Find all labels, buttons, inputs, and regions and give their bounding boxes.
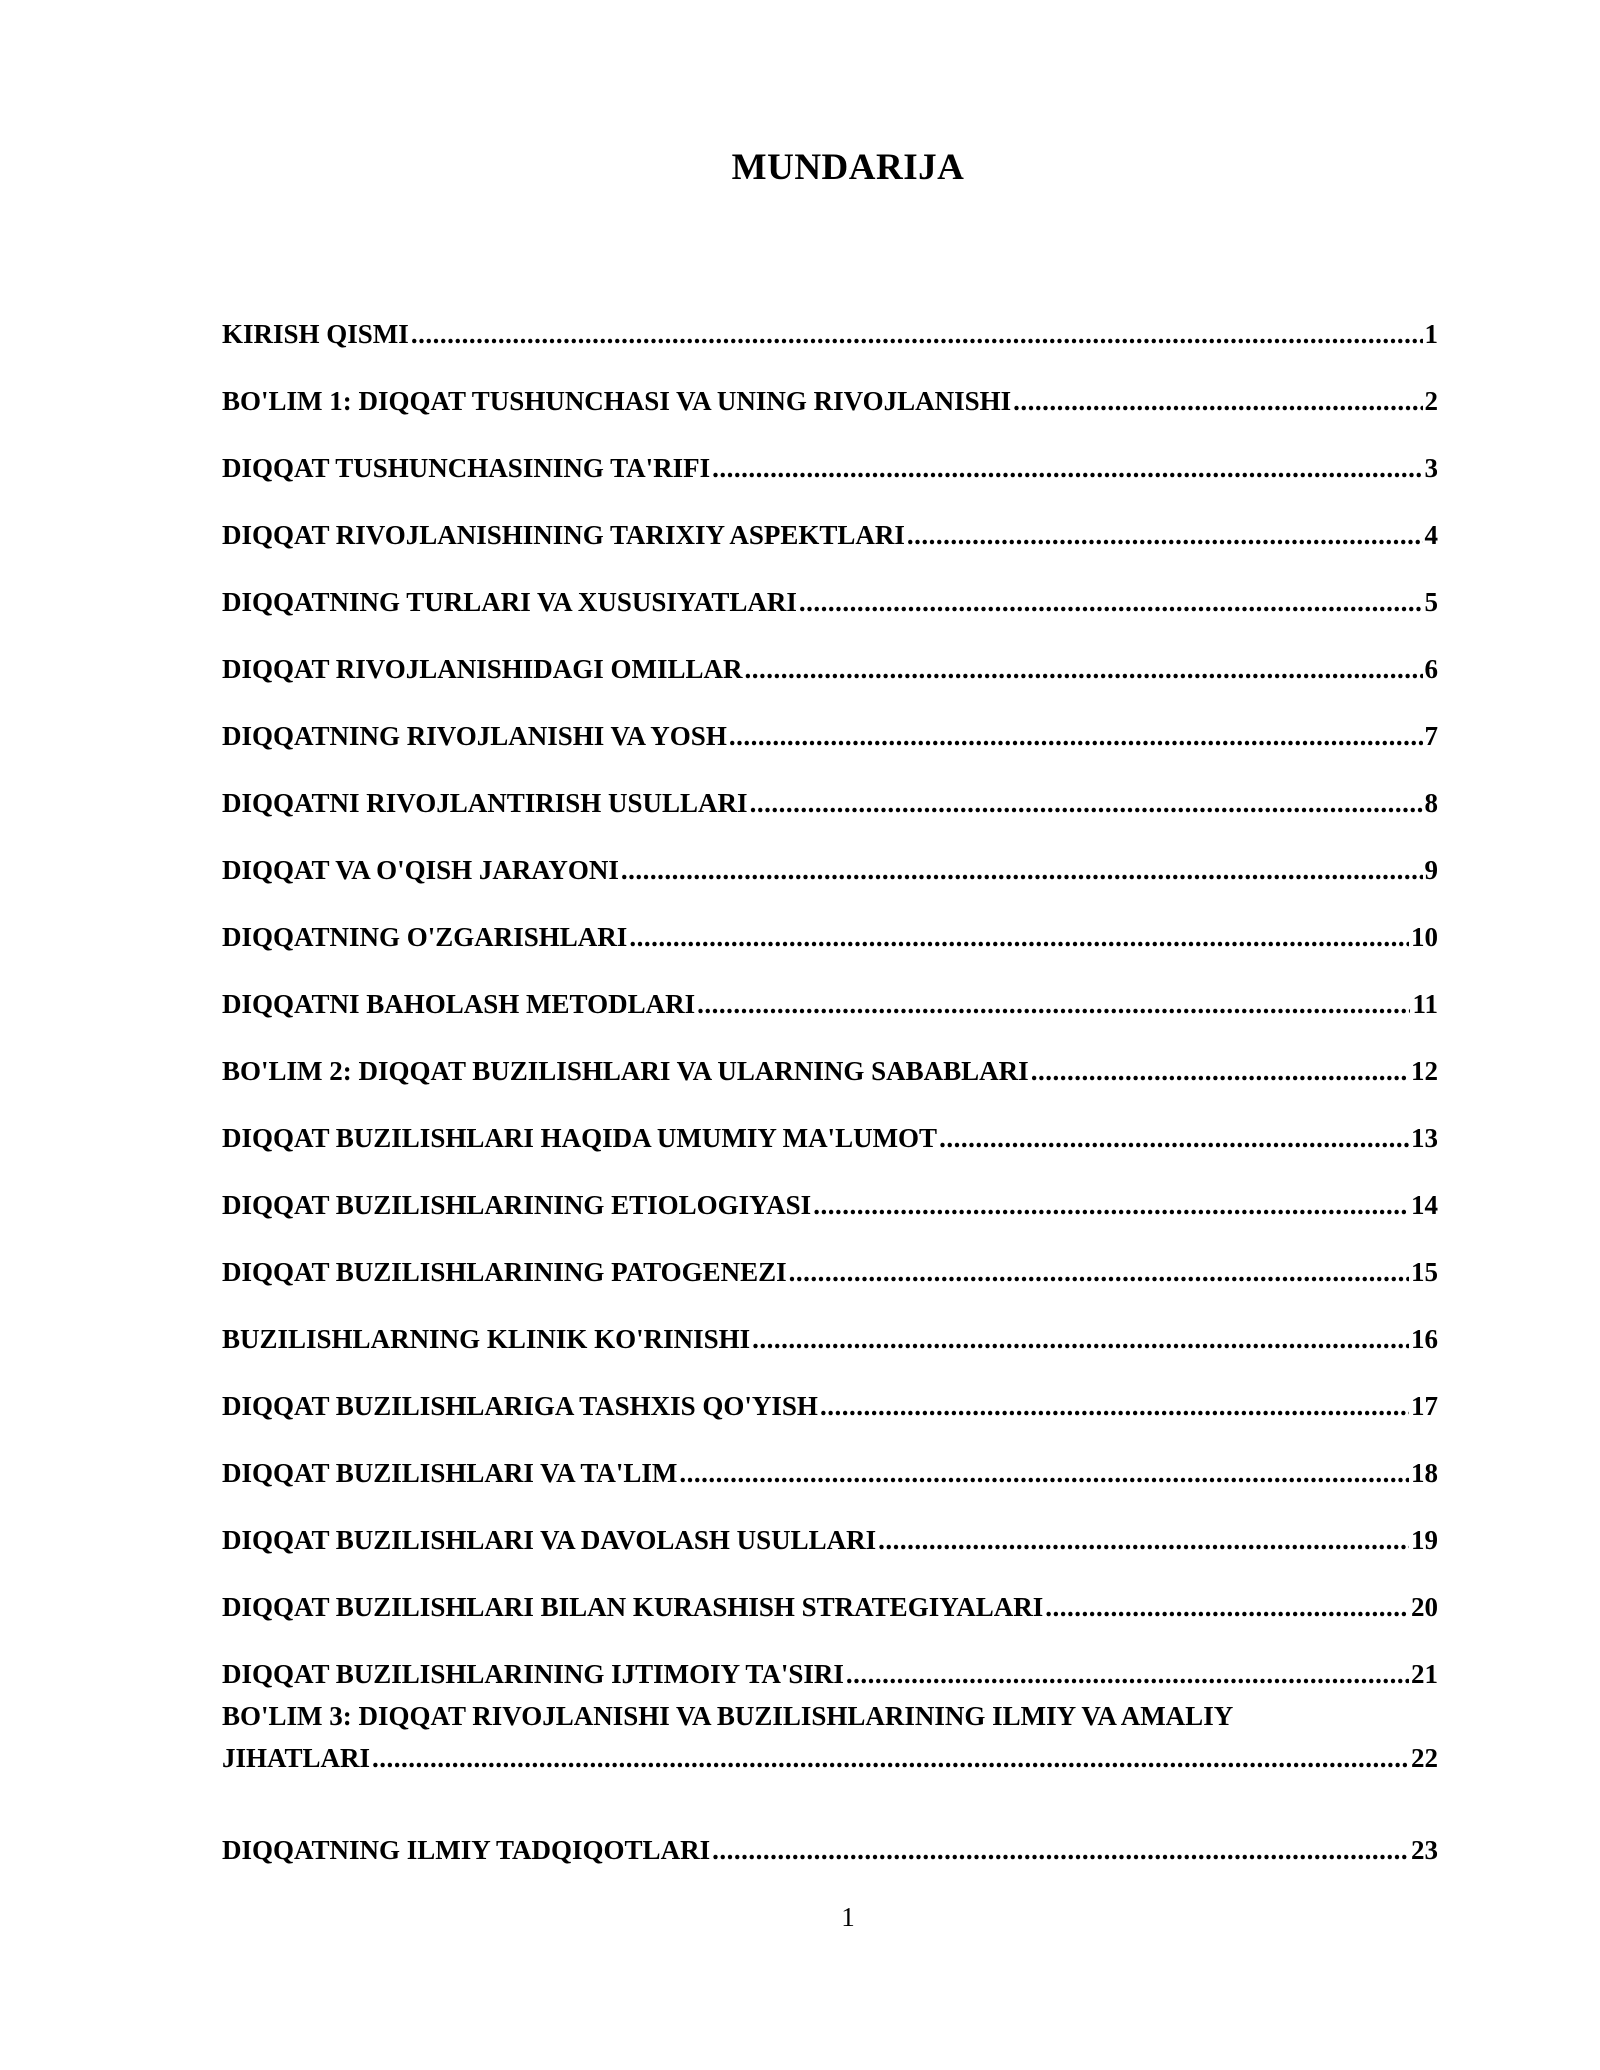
toc-entry[interactable] bbox=[222, 1226, 1438, 1293]
toc-entry[interactable] bbox=[222, 1494, 1438, 1561]
toc-entry-page: 22 bbox=[1411, 1743, 1438, 1773]
toc-entry-page: 5 bbox=[1424, 587, 1438, 617]
toc-entry[interactable] bbox=[222, 757, 1438, 824]
toc-dot-leader bbox=[712, 1829, 1409, 1871]
toc-entry-title: DIQQAT TUSHUNCHASINING TA'RIFI bbox=[222, 453, 711, 483]
toc-entry-title: DIQQAT VA O'QISH JARAYONI bbox=[222, 855, 619, 885]
toc-entry-title: BO'LIM 2: DIQQAT BUZILISHLARI VA ULARNING SABABLARI bbox=[222, 1056, 1029, 1086]
toc-entry-page: 17 bbox=[1411, 1391, 1438, 1421]
toc-entry-page: 19 bbox=[1411, 1525, 1438, 1555]
toc-entry-page: 7 bbox=[1424, 721, 1438, 751]
toc-entry-title: DIQQATNI RIVOJLANTIRISH USULLARI bbox=[222, 788, 748, 818]
toc-entry[interactable] bbox=[222, 958, 1438, 1025]
toc-dot-leader bbox=[729, 715, 1423, 757]
toc-entry-page: 10 bbox=[1411, 922, 1438, 952]
toc-entry[interactable] bbox=[222, 1360, 1438, 1427]
toc-dot-leader bbox=[878, 1519, 1409, 1561]
toc-dot-leader bbox=[697, 983, 1410, 1025]
toc-entry[interactable] bbox=[222, 1561, 1438, 1628]
toc-entry-title: DIQQATNING TURLARI VA XUSUSIYATLARI bbox=[222, 587, 797, 617]
toc-entry-page: 16 bbox=[1411, 1324, 1438, 1354]
toc-dot-leader bbox=[907, 514, 1423, 556]
toc-entry-title: DIQQAT RIVOJLANISHIDAGI OMILLAR bbox=[222, 654, 743, 684]
toc-entry-page: 21 bbox=[1411, 1659, 1438, 1689]
toc-dot-leader bbox=[629, 916, 1409, 958]
toc-dot-leader bbox=[939, 1117, 1409, 1159]
toc-dot-leader bbox=[789, 1251, 1409, 1293]
toc-entry[interactable] bbox=[222, 824, 1438, 891]
toc-dot-leader bbox=[712, 447, 1422, 489]
toc-entry-title: DIQQAT BUZILISHLARI BILAN KURASHISH STRATEGIYALARI bbox=[222, 1592, 1044, 1622]
toc-entry-title: DIQQAT BUZILISHLARI VA DAVOLASH USULLARI bbox=[222, 1525, 877, 1555]
toc-dot-leader bbox=[621, 849, 1423, 891]
toc-entry-title: DIQQAT RIVOJLANISHINING TARIXIY ASPEKTLARI bbox=[222, 520, 905, 550]
toc-entry-title: DIQQAT BUZILISHLARIGA TASHXIS QO'YISH bbox=[222, 1391, 818, 1421]
table-of-contents bbox=[222, 288, 1438, 1871]
toc-dot-leader bbox=[799, 581, 1423, 623]
toc-dot-leader bbox=[1045, 1586, 1409, 1628]
toc-dot-leader bbox=[1013, 380, 1422, 422]
toc-dot-leader bbox=[820, 1385, 1409, 1427]
toc-entry[interactable] bbox=[222, 690, 1438, 757]
toc-entry-title: DIQQATNING O'ZGARISHLARI bbox=[222, 922, 628, 952]
toc-entry-title: DIQQAT BUZILISHLARINING IJTIMOIY TA'SIRI bbox=[222, 1659, 844, 1689]
toc-entry[interactable] bbox=[222, 1025, 1438, 1092]
toc-entry-page: 13 bbox=[1411, 1123, 1438, 1153]
toc-entry-title: DIQQAT BUZILISHLARI HAQIDA UMUMIY MA'LUMOT bbox=[222, 1123, 938, 1153]
toc-entry[interactable] bbox=[222, 489, 1438, 556]
toc-dot-leader bbox=[846, 1653, 1409, 1695]
page-number: 1 bbox=[841, 1902, 855, 1932]
toc-entry-page: 11 bbox=[1412, 989, 1438, 1019]
toc-entry-title: DIQQAT BUZILISHLARINING ETIOLOGIYASI bbox=[222, 1190, 812, 1220]
toc-entry-page: 1 bbox=[1424, 319, 1438, 349]
toc-entry-page: 9 bbox=[1424, 855, 1438, 885]
toc-dot-leader bbox=[752, 1318, 1409, 1360]
toc-dot-leader bbox=[679, 1452, 1409, 1494]
toc-entry-title: DIQQAT BUZILISHLARINING PATOGENEZI bbox=[222, 1257, 787, 1287]
toc-entry-page: 15 bbox=[1411, 1257, 1438, 1287]
toc-entry-page: 6 bbox=[1424, 654, 1438, 684]
toc-entry-title: DIQQATNI BAHOLASH METODLARI bbox=[222, 989, 696, 1019]
toc-entry-title: KIRISH QISMI bbox=[222, 319, 409, 349]
toc-entry[interactable] bbox=[222, 891, 1438, 958]
toc-dot-leader bbox=[813, 1184, 1409, 1226]
toc-entry[interactable] bbox=[222, 556, 1438, 623]
toc-entry-page: 14 bbox=[1411, 1190, 1438, 1220]
toc-entry-page: 3 bbox=[1424, 453, 1438, 483]
toc-entry-title: DIQQAT BUZILISHLARI VA TA'LIM bbox=[222, 1458, 678, 1488]
toc-entry-continuation bbox=[222, 1737, 1438, 1779]
toc-dot-leader bbox=[750, 782, 1423, 824]
toc-entry-title-continued: JIHATLARI bbox=[222, 1743, 371, 1773]
toc-entry[interactable] bbox=[222, 355, 1438, 422]
toc-entry-page: 18 bbox=[1411, 1458, 1438, 1488]
toc-entry[interactable] bbox=[222, 1159, 1438, 1226]
toc-entry[interactable] bbox=[222, 1695, 1438, 1804]
toc-entry-page: 4 bbox=[1424, 520, 1438, 550]
toc-dot-leader bbox=[1031, 1050, 1409, 1092]
toc-dot-leader bbox=[411, 313, 1423, 355]
toc-entry-page: 23 bbox=[1411, 1835, 1438, 1865]
toc-entry[interactable] bbox=[222, 288, 1438, 355]
page-title: MUNDARIJA bbox=[731, 147, 965, 188]
toc-entry[interactable] bbox=[222, 1092, 1438, 1159]
toc-entry[interactable] bbox=[222, 1293, 1438, 1360]
toc-entry[interactable] bbox=[222, 422, 1438, 489]
toc-entry[interactable] bbox=[222, 623, 1438, 690]
toc-entry-page: 20 bbox=[1411, 1592, 1438, 1622]
toc-dot-leader bbox=[745, 648, 1423, 690]
toc-entry[interactable] bbox=[222, 1427, 1438, 1494]
toc-dot-leader bbox=[372, 1737, 1409, 1779]
toc-entry-title: BO'LIM 3: DIQQAT RIVOJLANISHI VA BUZILISHLARINING ILMIY VA AMALIY bbox=[222, 1701, 1234, 1731]
toc-entry-page: 8 bbox=[1424, 788, 1438, 818]
toc-entry-title: BO'LIM 1: DIQQAT TUSHUNCHASI VA UNING RIVOJLANISHI bbox=[222, 386, 1012, 416]
toc-entry-title: DIQQATNING ILMIY TADQIQOTLARI bbox=[222, 1835, 711, 1865]
toc-entry-title: DIQQATNING RIVOJLANISHI VA YOSH bbox=[222, 721, 727, 751]
toc-entry[interactable] bbox=[222, 1628, 1438, 1695]
toc-entry-page: 2 bbox=[1424, 386, 1438, 416]
toc-entry[interactable] bbox=[222, 1804, 1438, 1871]
toc-entry-title: BUZILISHLARNING KLINIK KO'RINISHI bbox=[222, 1324, 751, 1354]
toc-entry-page: 12 bbox=[1411, 1056, 1438, 1086]
